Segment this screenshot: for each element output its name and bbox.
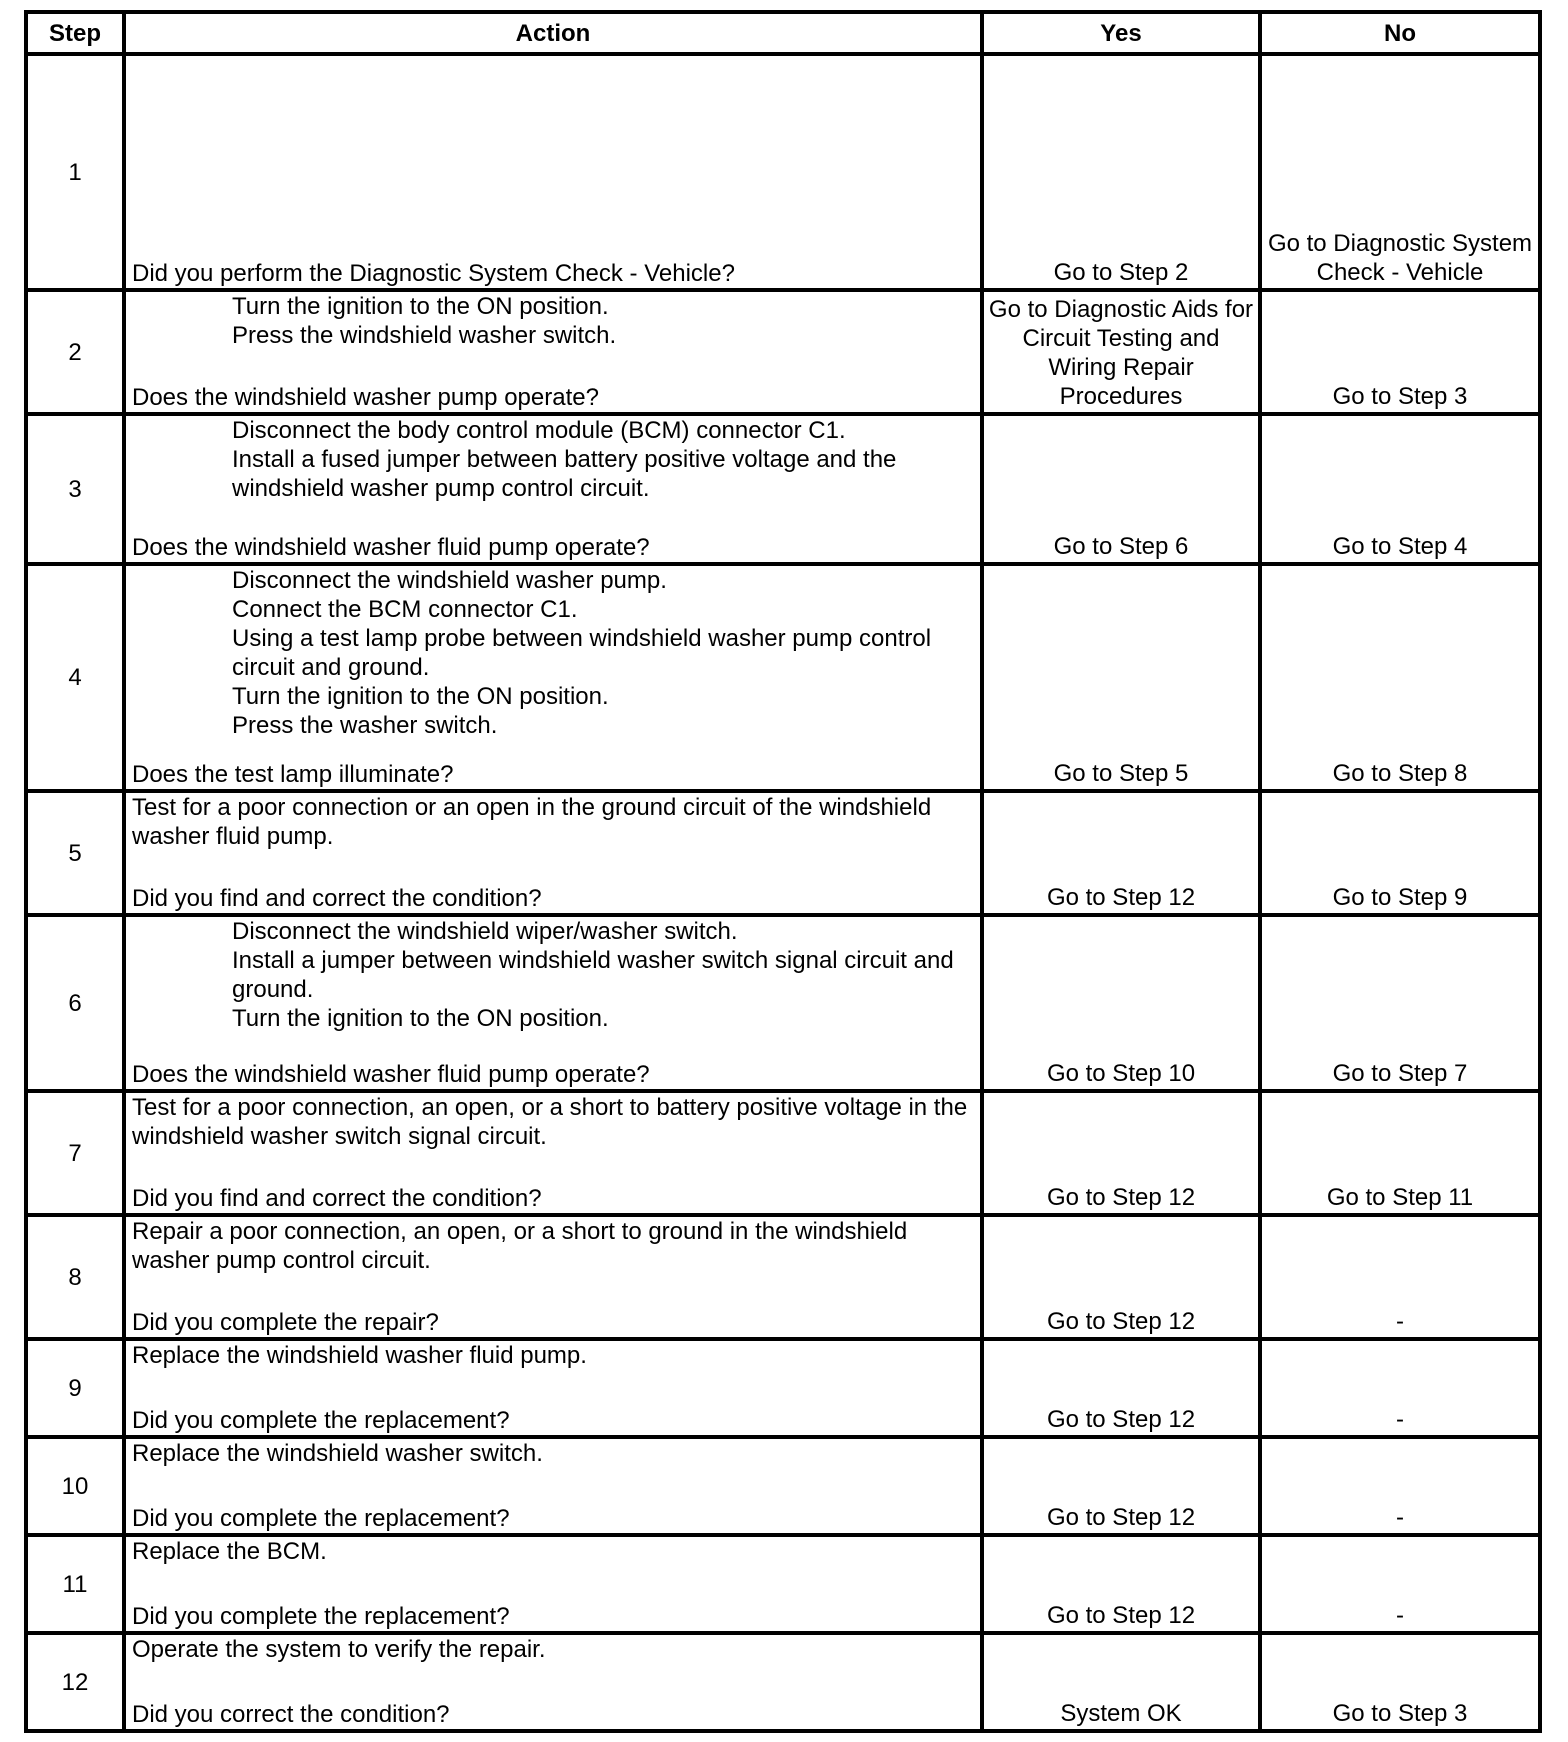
yes-result: Go to Step 12 — [982, 1535, 1260, 1633]
yes-result: Go to Diagnostic Aids for Circuit Testing and Wiring Repair Procedures — [982, 290, 1260, 414]
action-step-item: Disconnect the windshield washer pump. — [232, 567, 667, 594]
action-text: Replace the BCM. — [132, 1538, 327, 1565]
action-steps-list — [132, 416, 974, 503]
action-cell — [124, 915, 982, 1091]
action-question: Did you complete the replacement? — [132, 1407, 510, 1434]
action-cell — [124, 564, 982, 791]
action-text: Test for a poor connection, an open, or a short to battery positive voltage in the windshield washer switch signal circuit. — [132, 1094, 968, 1150]
table-row — [26, 791, 1540, 915]
action-step-item: Turn the ignition to the ON position. — [232, 1005, 609, 1032]
action-steps-list — [132, 566, 974, 740]
action-steps-list — [132, 292, 974, 350]
action-text: Operate the system to verify the repair. — [132, 1636, 546, 1663]
action-cell — [124, 1215, 982, 1339]
action-steps-list — [132, 917, 974, 1033]
action-text: Replace the windshield washer fluid pump. — [132, 1342, 587, 1369]
diagnostic-table — [24, 10, 1542, 1733]
action-step-item: Using a test lamp probe between windshield washer pump control circuit and ground. — [232, 625, 932, 681]
step-number: 9 — [26, 1339, 124, 1437]
no-result: - — [1260, 1215, 1540, 1339]
table-row — [26, 1091, 1540, 1215]
table-row — [26, 1633, 1540, 1731]
action-text: Test for a poor connection or an open in the ground circuit of the windshield washer fluid pump. — [132, 794, 932, 850]
yes-result: System OK — [982, 1633, 1260, 1731]
action-question: Does the windshield washer pump operate? — [132, 384, 599, 411]
action-step-item: Disconnect the windshield wiper/washer switch. — [232, 918, 738, 945]
no-result: - — [1260, 1339, 1540, 1437]
header-row — [26, 12, 1540, 54]
action-cell — [124, 414, 982, 564]
action-question: Did you complete the repair? — [132, 1309, 439, 1336]
action-cell — [124, 1437, 982, 1535]
step-number: 5 — [26, 791, 124, 915]
table-row — [26, 1437, 1540, 1535]
action-header: Action — [124, 12, 982, 54]
action-question: Does the windshield washer fluid pump operate? — [132, 534, 650, 561]
no-result: Go to Step 3 — [1260, 1633, 1540, 1731]
yes-result: Go to Step 2 — [982, 54, 1260, 290]
yes-result: Go to Step 6 — [982, 414, 1260, 564]
step-number: 3 — [26, 414, 124, 564]
action-question: Did you perform the Diagnostic System Check - Vehicle? — [132, 260, 735, 287]
step-number: 4 — [26, 564, 124, 791]
no-result: Go to Step 3 — [1260, 290, 1540, 414]
action-cell — [124, 290, 982, 414]
yes-result: Go to Step 12 — [982, 791, 1260, 915]
step-number: 6 — [26, 915, 124, 1091]
step-number: 1 — [26, 54, 124, 290]
yes-result: Go to Step 12 — [982, 1437, 1260, 1535]
step-number: 8 — [26, 1215, 124, 1339]
step-number: 10 — [26, 1437, 124, 1535]
table-row — [26, 1215, 1540, 1339]
table-row — [26, 915, 1540, 1091]
action-step-item: Connect the BCM connector C1. — [232, 596, 578, 623]
no-result: Go to Step 11 — [1260, 1091, 1540, 1215]
action-question: Did you correct the condition? — [132, 1701, 450, 1728]
action-step-item: Turn the ignition to the ON position. — [232, 683, 609, 710]
step-number: 7 — [26, 1091, 124, 1215]
no-result: Go to Step 4 — [1260, 414, 1540, 564]
table-row — [26, 564, 1540, 791]
action-cell — [124, 791, 982, 915]
action-step-item: Press the washer switch. — [232, 712, 498, 739]
no-result: - — [1260, 1437, 1540, 1535]
no-result: Go to Step 9 — [1260, 791, 1540, 915]
action-cell — [124, 1339, 982, 1437]
table-row — [26, 290, 1540, 414]
no-header: No — [1260, 12, 1540, 54]
action-cell — [124, 54, 982, 290]
action-question: Did you complete the replacement? — [132, 1603, 510, 1630]
action-step-item: Disconnect the body control module (BCM) connector C1. — [232, 417, 846, 444]
step-number: 12 — [26, 1633, 124, 1731]
yes-result: Go to Step 10 — [982, 915, 1260, 1091]
action-question: Did you find and correct the condition? — [132, 1185, 542, 1212]
action-cell — [124, 1091, 982, 1215]
table-row — [26, 1535, 1540, 1633]
step-header: Step — [26, 12, 124, 54]
table-row — [26, 54, 1540, 290]
action-question: Does the test lamp illuminate? — [132, 761, 454, 788]
action-question: Does the windshield washer fluid pump operate? — [132, 1061, 650, 1088]
action-question: Did you complete the replacement? — [132, 1505, 510, 1532]
yes-result: Go to Step 5 — [982, 564, 1260, 791]
yes-result: Go to Step 12 — [982, 1091, 1260, 1215]
action-question: Did you find and correct the condition? — [132, 885, 542, 912]
action-step-item: Install a jumper between windshield washer switch signal circuit and ground. — [232, 947, 954, 1003]
action-step-item: Turn the ignition to the ON position. — [232, 293, 609, 320]
yes-header: Yes — [982, 12, 1260, 54]
action-text: Replace the windshield washer switch. — [132, 1440, 543, 1467]
no-result: - — [1260, 1535, 1540, 1633]
yes-result: Go to Step 12 — [982, 1215, 1260, 1339]
action-text: Repair a poor connection, an open, or a short to ground in the windshield washer pump control circuit. — [132, 1218, 908, 1274]
step-number: 11 — [26, 1535, 124, 1633]
action-cell — [124, 1633, 982, 1731]
action-step-item: Press the windshield washer switch. — [232, 322, 617, 349]
table-row — [26, 1339, 1540, 1437]
action-cell — [124, 1535, 982, 1633]
no-result: Go to Step 8 — [1260, 564, 1540, 791]
no-result: Go to Diagnostic System Check - Vehicle — [1260, 54, 1540, 290]
yes-result: Go to Step 12 — [982, 1339, 1260, 1437]
action-step-item: Install a fused jumper between battery positive voltage and the windshield washer pump control circuit. — [232, 446, 897, 502]
step-number: 2 — [26, 290, 124, 414]
table-row — [26, 414, 1540, 564]
no-result: Go to Step 7 — [1260, 915, 1540, 1091]
